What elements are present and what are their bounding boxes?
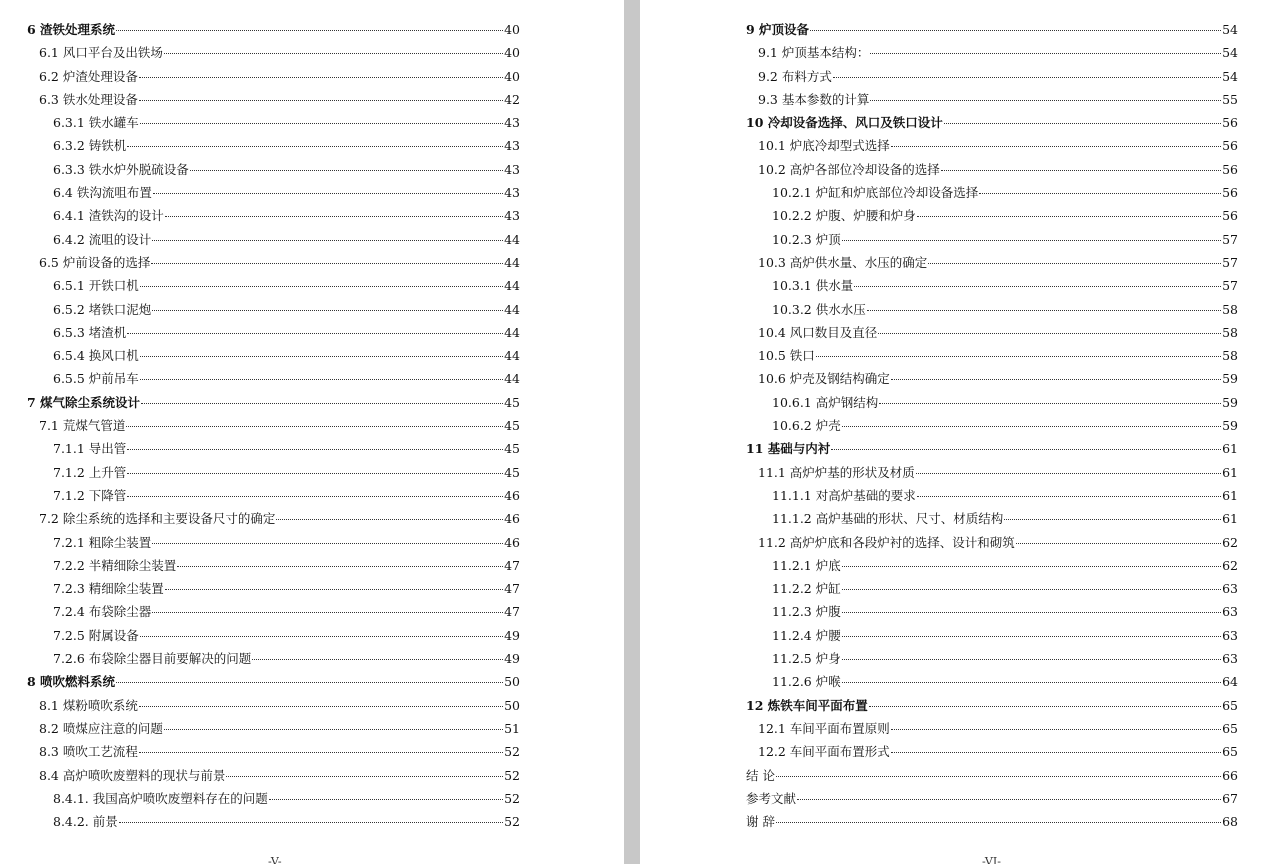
toc-entry[interactable] <box>746 484 1238 507</box>
toc-entry-page: 47 <box>504 557 520 573</box>
toc-entry-title: 10.2 高炉各部位冷却设备的选择 <box>758 161 940 177</box>
toc-entry[interactable] <box>27 694 520 717</box>
toc-dot-leader <box>842 426 1221 427</box>
toc-entry-title: 7.1.2 上升管 <box>53 464 127 480</box>
toc-entry[interactable] <box>746 65 1238 88</box>
toc-entry[interactable] <box>746 181 1238 204</box>
toc-dot-leader <box>116 682 503 683</box>
toc-entry[interactable] <box>27 228 520 251</box>
toc-entry[interactable] <box>27 18 520 41</box>
toc-entry[interactable] <box>746 18 1238 41</box>
toc-entry-title: 7.1 荒煤气管道 <box>39 418 126 434</box>
toc-entry-title: 6.5.4 换风口机 <box>53 348 139 364</box>
toc-entry-title: 6 渣铁处理系统 <box>27 22 116 37</box>
toc-entry[interactable] <box>746 391 1238 414</box>
toc-entry-title: 11.1 高炉炉基的形状及材质 <box>758 464 915 480</box>
toc-dot-leader <box>878 333 1221 334</box>
toc-entry[interactable] <box>27 204 520 227</box>
toc-entry-title: 10.2.2 炉腹、炉腰和炉身 <box>772 208 916 224</box>
toc-entry[interactable] <box>27 461 520 484</box>
toc-dot-leader <box>119 822 503 823</box>
toc-entry-title: 8.4.2. 前景 <box>53 814 118 830</box>
toc-dot-leader <box>165 589 503 590</box>
toc-entry-page: 52 <box>504 790 520 806</box>
toc-entry-page: 58 <box>1222 324 1238 340</box>
toc-entry[interactable] <box>746 531 1238 554</box>
toc-dot-leader <box>797 799 1221 800</box>
toc-entry-title: 8.3 喷吹工艺流程 <box>39 744 138 760</box>
toc-dot-leader <box>140 636 503 637</box>
toc-entry-title: 7.1.1 导出管 <box>53 441 127 457</box>
toc-entry-page: 56 <box>1222 138 1238 154</box>
toc-entry-title: 7.2.6 布袋除尘器目前要解决的问题 <box>53 651 252 667</box>
toc-entry-page: 54 <box>1222 68 1238 84</box>
toc-dot-leader <box>164 53 503 54</box>
toc-dot-leader <box>177 566 503 567</box>
toc-entry-title: 6.5.5 炉前吊车 <box>53 371 139 387</box>
toc-entry-page: 56 <box>1222 208 1238 224</box>
toc-entry-page: 49 <box>504 651 520 667</box>
toc-entry-page: 52 <box>504 767 520 783</box>
toc-entry-title: 9.1 炉顶基本结构： <box>758 45 870 61</box>
toc-entry[interactable] <box>27 391 520 414</box>
toc-entry-title: 6.3 铁水处理设备 <box>39 91 138 107</box>
toc-entry-title: 10.3 高炉供水量、水压的确定 <box>758 254 928 270</box>
toc-entry-title: 12.2 车间平面布置形式 <box>758 744 890 760</box>
toc-entry-title: 8.4 高炉喷吹废塑料的现状与前景 <box>39 767 226 783</box>
toc-entry-page: 67 <box>1222 790 1238 806</box>
toc-entry-title: 11.2 高炉炉底和各段炉衬的选择、设计和砌筑 <box>758 534 1015 550</box>
toc-entry-page: 45 <box>504 418 520 434</box>
toc-entry-page: 55 <box>1222 91 1238 107</box>
toc-entry[interactable] <box>27 670 520 693</box>
toc-entry-page: 44 <box>504 371 520 387</box>
toc-entry-page: 50 <box>504 697 520 713</box>
toc-entry[interactable] <box>27 88 520 111</box>
toc-entry-page: 44 <box>504 348 520 364</box>
toc-entry-title: 10.3.2 供水水压 <box>772 301 866 317</box>
toc-entry[interactable] <box>27 507 520 530</box>
toc-entry-page: 52 <box>504 814 520 830</box>
toc-entry-page: 43 <box>504 185 520 201</box>
toc-dot-leader <box>127 333 503 334</box>
toc-dot-leader <box>190 170 503 171</box>
toc-entry-title: 6.3.2 铸铁机 <box>53 138 127 154</box>
toc-dot-leader <box>139 77 503 78</box>
toc-dot-leader <box>870 53 1221 54</box>
toc-entry-page: 61 <box>1222 511 1238 527</box>
toc-entry-page: 57 <box>1222 278 1238 294</box>
toc-entry-page: 40 <box>504 22 520 37</box>
toc-dot-leader <box>139 100 503 101</box>
toc-entry-title: 8.1 煤粉喷吹系统 <box>39 697 138 713</box>
toc-entry-title: 11.1.1 对高炉基础的要求 <box>772 487 916 503</box>
toc-dot-leader <box>831 449 1221 450</box>
toc-entry-page: 58 <box>1222 301 1238 317</box>
toc-entry-page: 43 <box>504 138 520 154</box>
toc-entry-title: 12.1 车间平面布置原则 <box>758 720 890 736</box>
toc-dot-leader <box>842 589 1221 590</box>
toc-entry-title: 11.2.2 炉缸 <box>772 581 841 597</box>
toc-dot-leader <box>269 799 503 800</box>
toc-entry-title: 7.2.4 布袋除尘器 <box>53 604 152 620</box>
toc-entry[interactable] <box>746 764 1238 787</box>
toc-entry[interactable] <box>746 414 1238 437</box>
toc-entry-page: 44 <box>504 324 520 340</box>
toc-dot-leader <box>854 286 1221 287</box>
toc-entry-page: 43 <box>504 161 520 177</box>
toc-dot-leader <box>127 146 503 147</box>
toc-entry-title: 10.3.1 供水量 <box>772 278 854 294</box>
toc-entry-page: 52 <box>504 744 520 760</box>
toc-entry-title: 7.2.2 半精细除尘装置 <box>53 557 177 573</box>
toc-dot-leader <box>869 706 1221 707</box>
toc-dot-leader <box>941 170 1221 171</box>
toc-dot-leader <box>252 659 503 660</box>
toc-entry-title: 7.2.1 粗除尘装置 <box>53 534 152 550</box>
toc-dot-leader <box>891 752 1221 753</box>
toc-entry-title: 10.2.1 炉缸和炉底部位冷却设备选择 <box>772 185 979 201</box>
toc-dot-leader <box>127 496 503 497</box>
toc-dot-leader <box>916 473 1221 474</box>
toc-entry[interactable] <box>746 41 1238 64</box>
toc-entry[interactable] <box>746 810 1238 833</box>
toc-entry-page: 63 <box>1222 627 1238 643</box>
toc-entry-page: 43 <box>504 115 520 131</box>
toc-entry-title: 10.6 炉壳及钢结构确定 <box>758 371 890 387</box>
toc-dot-leader <box>127 473 503 474</box>
toc-entry-title: 11.2.6 炉喉 <box>772 674 841 690</box>
toc-list-left <box>27 18 520 833</box>
toc-dot-leader <box>891 729 1221 730</box>
toc-entry[interactable] <box>746 507 1238 530</box>
toc-entry[interactable] <box>746 740 1238 763</box>
toc-dot-leader <box>152 612 503 613</box>
toc-dot-leader <box>867 310 1221 311</box>
toc-entry-page: 59 <box>1222 418 1238 434</box>
toc-entry[interactable] <box>27 298 520 321</box>
toc-dot-leader <box>842 240 1221 241</box>
toc-dot-leader <box>1004 519 1221 520</box>
toc-dot-leader <box>140 286 503 287</box>
toc-entry-page: 47 <box>504 604 520 620</box>
toc-entry[interactable] <box>746 461 1238 484</box>
toc-entry-title: 6.3.3 铁水炉外脱硫设备 <box>53 161 189 177</box>
toc-dot-leader <box>139 752 503 753</box>
toc-entry[interactable] <box>746 134 1238 157</box>
toc-entry[interactable] <box>746 251 1238 274</box>
toc-entry[interactable] <box>27 577 520 600</box>
toc-entry-title: 11.2.5 炉身 <box>772 651 841 667</box>
toc-dot-leader <box>891 379 1221 380</box>
toc-dot-leader <box>979 193 1221 194</box>
toc-dot-leader <box>842 612 1221 613</box>
toc-entry-title: 9.2 布料方式 <box>758 68 832 84</box>
toc-entry-page: 61 <box>1222 487 1238 503</box>
toc-entry[interactable] <box>746 321 1238 344</box>
toc-entry[interactable] <box>746 228 1238 251</box>
toc-entry[interactable] <box>27 134 520 157</box>
toc-entry[interactable] <box>27 437 520 460</box>
toc-entry[interactable] <box>27 158 520 181</box>
toc-entry[interactable] <box>746 158 1238 181</box>
toc-entry-page: 40 <box>504 45 520 61</box>
toc-entry[interactable] <box>746 554 1238 577</box>
toc-entry-page: 54 <box>1222 22 1238 37</box>
toc-entry-title: 6.4.1 渣铁沟的设计 <box>53 208 164 224</box>
toc-entry-page: 45 <box>504 464 520 480</box>
toc-entry[interactable] <box>746 647 1238 670</box>
toc-entry-title: 8.2 喷煤应注意的问题 <box>39 720 163 736</box>
toc-entry-title: 8.4.1. 我国高炉喷吹废塑料存在的问题 <box>53 790 268 806</box>
toc-entry[interactable] <box>746 111 1238 134</box>
toc-entry-page: 44 <box>504 254 520 270</box>
toc-entry[interactable] <box>746 298 1238 321</box>
toc-entry-title: 7.2 除尘系统的选择和主要设备尺寸的确定 <box>39 511 276 527</box>
page-number-right: -VI- <box>982 855 1001 864</box>
toc-entry[interactable] <box>27 484 520 507</box>
toc-entry[interactable] <box>27 111 520 134</box>
page-number-left: -V- <box>268 855 282 864</box>
toc-entry[interactable] <box>27 414 520 437</box>
toc-dot-leader <box>879 403 1221 404</box>
toc-entry-title: 11.2.3 炉腹 <box>772 604 841 620</box>
toc-entry-page: 46 <box>504 487 520 503</box>
toc-entry[interactable] <box>27 624 520 647</box>
toc-entry-title: 7.1.2 下降管 <box>53 487 127 503</box>
toc-entry-title: 6.5.1 开铁口机 <box>53 278 139 294</box>
toc-dot-leader <box>842 636 1221 637</box>
toc-entry-page: 63 <box>1222 581 1238 597</box>
toc-entry-page: 63 <box>1222 651 1238 667</box>
toc-entry-page: 59 <box>1222 394 1238 410</box>
toc-dot-leader <box>152 543 503 544</box>
toc-entry-page: 68 <box>1222 814 1238 830</box>
toc-entry[interactable] <box>27 321 520 344</box>
toc-entry-page: 49 <box>504 627 520 643</box>
toc-entry-page: 45 <box>504 394 520 410</box>
toc-entry[interactable] <box>746 694 1238 717</box>
toc-dot-leader <box>127 449 503 450</box>
toc-entry-title: 10.6.2 炉壳 <box>772 418 841 434</box>
toc-entry-title: 6.5 炉前设备的选择 <box>39 254 151 270</box>
toc-entry-title: 10 冷却设备选择、风口及铁口设计 <box>746 115 943 131</box>
toc-entry-page: 57 <box>1222 254 1238 270</box>
toc-entry-page: 51 <box>504 720 520 736</box>
toc-entry[interactable] <box>27 810 520 833</box>
toc-dot-leader <box>141 403 503 404</box>
toc-entry-page: 44 <box>504 231 520 247</box>
toc-entry[interactable] <box>746 717 1238 740</box>
toc-entry-title: 7 煤气除尘系统设计 <box>27 394 141 410</box>
toc-entry[interactable] <box>746 344 1238 367</box>
toc-entry-title: 10.2.3 炉顶 <box>772 231 841 247</box>
toc-dot-leader <box>810 30 1221 31</box>
toc-entry[interactable] <box>27 647 520 670</box>
toc-entry-page: 56 <box>1222 185 1238 201</box>
toc-dot-leader <box>928 263 1221 264</box>
toc-entry-title: 6.4 铁沟流咀布置 <box>53 185 152 201</box>
toc-entry-page: 62 <box>1222 557 1238 573</box>
toc-entry-page: 61 <box>1222 464 1238 480</box>
toc-dot-leader <box>126 426 503 427</box>
toc-entry-title: 结 论 <box>746 767 775 783</box>
toc-entry-title: 6.4.2 流咀的设计 <box>53 231 152 247</box>
toc-entry[interactable] <box>746 437 1238 460</box>
toc-entry[interactable] <box>746 577 1238 600</box>
toc-entry-title: 9 炉顶设备 <box>746 22 810 37</box>
toc-list-right <box>746 18 1238 833</box>
toc-entry-page: 54 <box>1222 45 1238 61</box>
toc-dot-leader <box>816 356 1221 357</box>
toc-entry-title: 10.5 铁口 <box>758 348 815 364</box>
toc-entry[interactable] <box>746 670 1238 693</box>
toc-entry-title: 10.1 炉底冷却型式选择 <box>758 138 890 154</box>
toc-entry-page: 56 <box>1222 161 1238 177</box>
toc-dot-leader <box>776 776 1221 777</box>
toc-dot-leader <box>152 240 503 241</box>
toc-dot-leader <box>1016 543 1221 544</box>
toc-entry[interactable] <box>27 740 520 763</box>
toc-entry-page: 56 <box>1222 115 1238 131</box>
toc-entry[interactable] <box>27 65 520 88</box>
toc-entry-title: 7.2.3 精细除尘装置 <box>53 581 164 597</box>
toc-dot-leader <box>165 216 503 217</box>
toc-entry-page: 65 <box>1222 744 1238 760</box>
toc-entry[interactable] <box>746 367 1238 390</box>
toc-entry[interactable] <box>27 251 520 274</box>
toc-entry-page: 43 <box>504 208 520 224</box>
toc-entry-title: 12 炼铁车间平面布置 <box>746 697 868 713</box>
toc-entry-title: 8 喷吹燃料系统 <box>27 674 116 690</box>
toc-dot-leader <box>226 776 503 777</box>
toc-dot-leader <box>842 682 1221 683</box>
toc-dot-leader <box>116 30 503 31</box>
toc-entry-title: 6.5.3 堵渣机 <box>53 324 127 340</box>
toc-entry[interactable] <box>27 181 520 204</box>
toc-entry[interactable] <box>746 204 1238 227</box>
toc-entry-title: 11.2.1 炉底 <box>772 557 841 573</box>
toc-dot-leader <box>140 379 503 380</box>
toc-entry[interactable] <box>746 600 1238 623</box>
toc-entry-page: 46 <box>504 534 520 550</box>
toc-entry-page: 45 <box>504 441 520 457</box>
toc-entry[interactable] <box>746 88 1238 111</box>
toc-entry[interactable] <box>27 531 520 554</box>
toc-entry-title: 11.1.2 高炉基础的形状、尺寸、材质结构 <box>772 511 1004 527</box>
toc-entry[interactable] <box>27 554 520 577</box>
toc-entry[interactable] <box>27 41 520 64</box>
toc-entry-title: 6.3.1 铁水罐车 <box>53 115 139 131</box>
toc-entry-title: 9.3 基本参数的计算 <box>758 91 870 107</box>
toc-entry-title: 10.6.1 高炉钢结构 <box>772 394 879 410</box>
toc-entry-page: 65 <box>1222 697 1238 713</box>
toc-entry-title: 6.1 风口平台及出铁场 <box>39 45 163 61</box>
toc-entry-page: 42 <box>504 91 520 107</box>
toc-entry-page: 66 <box>1222 767 1238 783</box>
toc-page-left <box>0 0 624 864</box>
toc-entry-title: 7.2.5 附属设备 <box>53 627 139 643</box>
toc-entry-page: 50 <box>504 674 520 690</box>
toc-dot-leader <box>152 310 503 311</box>
toc-entry-page: 46 <box>504 511 520 527</box>
toc-entry-title: 6.5.2 堵铁口泥炮 <box>53 301 152 317</box>
toc-dot-leader <box>833 77 1221 78</box>
toc-entry-page: 47 <box>504 581 520 597</box>
toc-entry-page: 65 <box>1222 720 1238 736</box>
toc-dot-leader <box>140 123 503 124</box>
toc-dot-leader <box>276 519 503 520</box>
toc-entry[interactable] <box>27 274 520 297</box>
toc-entry[interactable] <box>27 717 520 740</box>
toc-dot-leader <box>139 706 503 707</box>
toc-dot-leader <box>776 822 1221 823</box>
toc-entry[interactable] <box>746 274 1238 297</box>
toc-entry-title: 11.2.4 炉腰 <box>772 627 841 643</box>
toc-entry[interactable] <box>27 764 520 787</box>
toc-entry-page: 63 <box>1222 604 1238 620</box>
toc-entry-page: 44 <box>504 301 520 317</box>
toc-entry-title: 谢 辞 <box>746 814 775 830</box>
toc-entry[interactable] <box>27 787 520 810</box>
toc-entry-page: 57 <box>1222 231 1238 247</box>
toc-dot-leader <box>842 659 1221 660</box>
toc-dot-leader <box>870 100 1221 101</box>
toc-entry-page: 44 <box>504 278 520 294</box>
toc-dot-leader <box>164 729 503 730</box>
toc-dot-leader <box>151 263 503 264</box>
toc-entry-page: 64 <box>1222 674 1238 690</box>
toc-entry-title: 参考文献 <box>746 790 797 806</box>
toc-entry[interactable] <box>746 787 1238 810</box>
toc-page-right <box>640 0 1268 864</box>
toc-entry[interactable] <box>27 344 520 367</box>
toc-entry-title: 11 基础与内衬 <box>746 441 831 457</box>
toc-dot-leader <box>140 356 503 357</box>
toc-entry[interactable] <box>27 600 520 623</box>
toc-dot-leader <box>917 216 1221 217</box>
toc-entry-title: 6.2 炉渣处理设备 <box>39 68 138 84</box>
toc-dot-leader <box>917 496 1221 497</box>
toc-entry-page: 59 <box>1222 371 1238 387</box>
toc-dot-leader <box>842 566 1221 567</box>
toc-entry-title: 10.4 风口数目及直径 <box>758 324 878 340</box>
toc-entry-page: 62 <box>1222 534 1238 550</box>
toc-dot-leader <box>944 123 1221 124</box>
toc-entry-page: 40 <box>504 68 520 84</box>
toc-entry[interactable] <box>746 624 1238 647</box>
toc-entry-page: 61 <box>1222 441 1238 457</box>
toc-dot-leader <box>891 146 1221 147</box>
toc-entry-page: 58 <box>1222 348 1238 364</box>
toc-entry[interactable] <box>27 367 520 390</box>
toc-dot-leader <box>153 193 503 194</box>
